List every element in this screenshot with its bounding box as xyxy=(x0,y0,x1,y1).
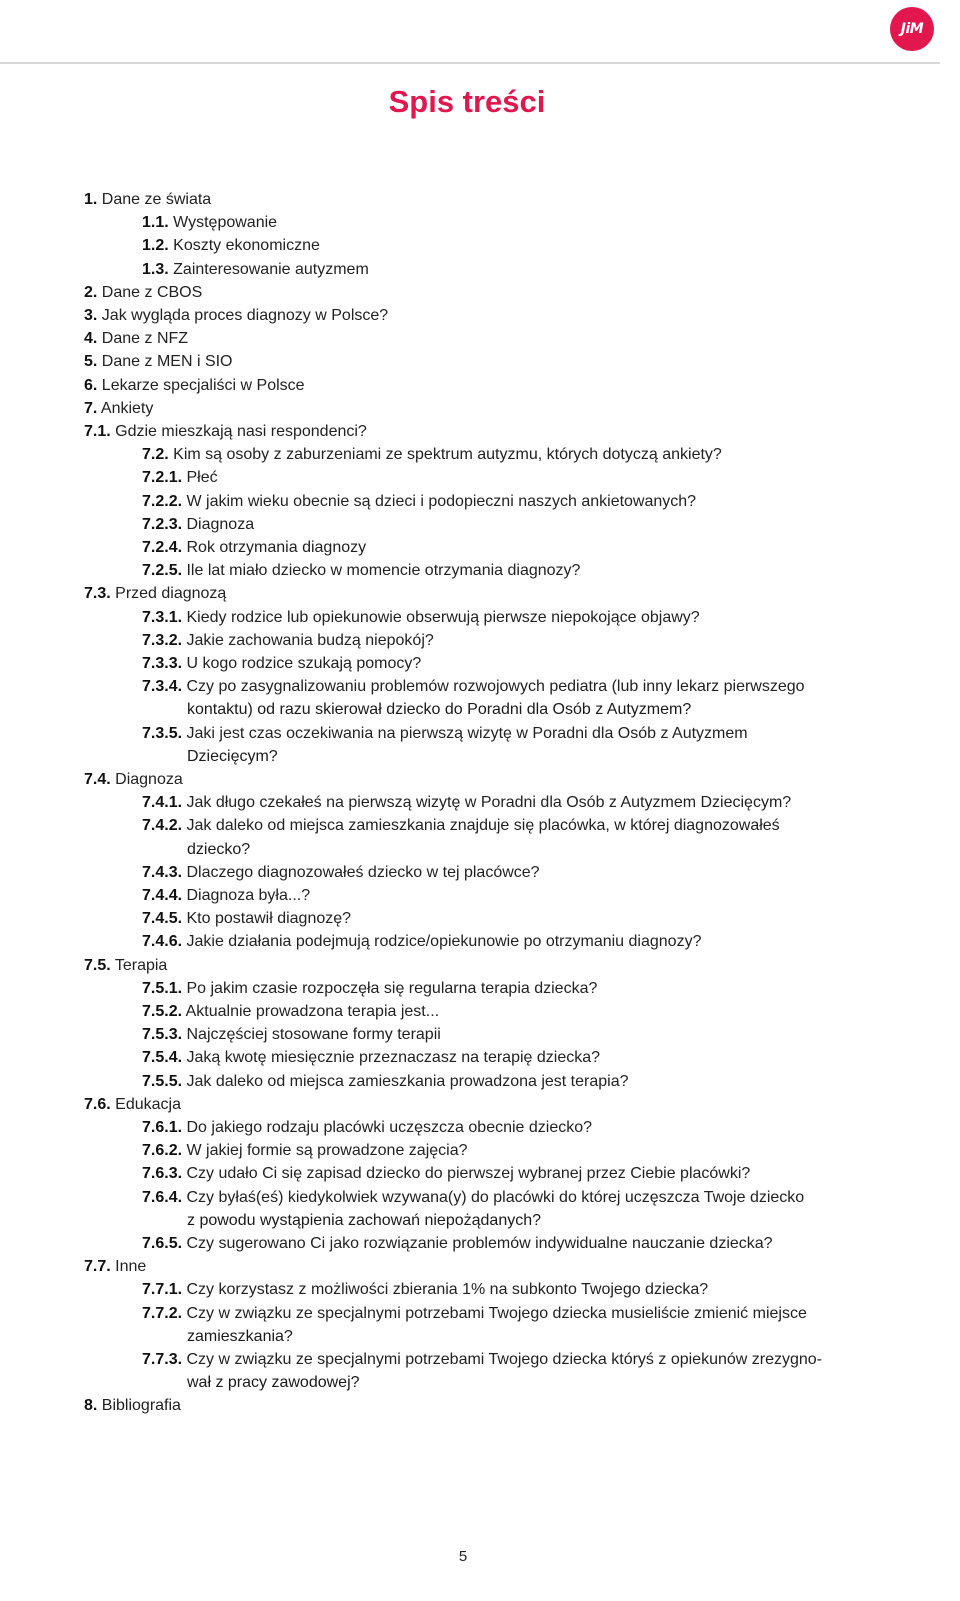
toc-entry-title: Zainteresowanie autyzmem xyxy=(173,260,369,278)
toc-entry-number: 7.5.4. xyxy=(142,1049,183,1067)
toc-entry-number: 7.3. xyxy=(84,585,111,603)
logo-badge: JiM xyxy=(890,7,934,51)
toc-entry-title: Jakie zachowania budzą niepokój? xyxy=(186,631,434,649)
toc-entry-number: 7.2.1. xyxy=(142,469,183,487)
toc-entry-title: W jakim wieku obecnie są dzieci i podopieczni naszych ankietowanych? xyxy=(186,492,697,510)
toc-entry-continuation: kontaktu) od razu skierował dziecko do Poradni dla Osób z Autyzmem? xyxy=(187,701,692,719)
toc-entry[interactable] xyxy=(84,768,183,791)
toc-entry-number: 6. xyxy=(84,376,98,394)
toc-entry[interactable] xyxy=(84,304,388,327)
toc-entry-title: Do jakiego rodzaju placówki uczęszcza obecnie dziecko? xyxy=(186,1119,593,1136)
toc-entry[interactable] xyxy=(142,1046,600,1069)
toc-entry[interactable] xyxy=(142,1278,708,1301)
toc-entry-title: Przed diagnozą xyxy=(115,585,227,603)
toc-entry[interactable] xyxy=(142,234,320,257)
toc-entry[interactable] xyxy=(142,884,310,907)
toc-entry[interactable] xyxy=(142,1000,439,1023)
toc-entry-title: Koszty ekonomiczne xyxy=(173,237,320,255)
toc-entry-number: 7.4.6. xyxy=(142,933,183,951)
toc-entry-title: Płeć xyxy=(186,469,218,487)
toc-entry-title: Jakie działania podejmują rodzice/opiekunowie po otrzymaniu diagnozy? xyxy=(186,933,702,951)
toc-entry[interactable] xyxy=(142,606,700,629)
toc-entry[interactable] xyxy=(142,466,218,489)
toc-entry-number: 1.2. xyxy=(142,237,169,255)
toc-entry-continuation: wał z pracy zawodowej? xyxy=(187,1374,360,1392)
toc-entry[interactable] xyxy=(84,954,167,977)
toc-entry-title: Jaki jest czas oczekiwania na pierwszą wizytę w Poradni dla Osób z Autyzmem xyxy=(186,724,748,742)
toc-entry-number: 7.5. xyxy=(84,956,111,974)
toc-entry-number: 7.6. xyxy=(84,1095,111,1113)
toc-entry-title: Rok otrzymania diagnozy xyxy=(186,539,367,556)
toc-entry-number: 4. xyxy=(84,330,98,348)
toc-entry-title: Diagnoza xyxy=(186,515,255,533)
toc-entry[interactable] xyxy=(142,490,696,513)
toc-entry-number: 7.2.4. xyxy=(142,539,183,556)
toc-entry-title: U kogo rodzice szukają pomocy? xyxy=(186,655,422,672)
toc-entry[interactable] xyxy=(84,582,226,605)
toc-entry-title: Czy udało Ci się zapisad dziecko do pierwszej wybranej przez Ciebie placówki? xyxy=(186,1165,751,1183)
toc-entry-title: Jak daleko od miejsca zamieszkania prowadzona jest terapia? xyxy=(186,1072,629,1090)
toc-entry[interactable] xyxy=(84,350,233,373)
toc-entry-title: Bibliografia xyxy=(101,1397,181,1415)
toc-entry-number: 7.5.1. xyxy=(142,979,183,997)
toc-entry-title: Aktualnie prowadzona terapia jest... xyxy=(185,1003,440,1020)
toc-entry[interactable] xyxy=(142,443,722,466)
toc-entry-title: Występowanie xyxy=(173,214,278,232)
toc-entry-number: 7.3.3. xyxy=(142,655,183,672)
toc-entry-title: W jakiej formie są prowadzone zajęcia? xyxy=(186,1142,468,1160)
toc-entry[interactable] xyxy=(142,652,421,675)
toc-entry[interactable] xyxy=(142,814,780,837)
toc-entry[interactable] xyxy=(142,629,434,652)
toc-entry-number: 7.4.2. xyxy=(142,817,183,835)
toc-entry[interactable] xyxy=(84,188,211,211)
toc-entry[interactable] xyxy=(142,536,366,559)
toc-entry[interactable] xyxy=(142,1186,804,1209)
toc-entry[interactable] xyxy=(142,1302,807,1325)
toc-entry[interactable] xyxy=(84,281,202,304)
toc-entry[interactable] xyxy=(142,211,277,234)
toc-entry[interactable] xyxy=(84,374,305,397)
toc-entry-number: 7.6.3. xyxy=(142,1165,183,1183)
toc-entry-title: Dane ze świata xyxy=(101,191,212,208)
toc-entry-number: 7.7.3. xyxy=(142,1351,183,1368)
toc-entry-number: 7.3.1. xyxy=(142,608,183,626)
toc-entry-title: Gdzie mieszkają nasi respondenci? xyxy=(115,423,367,440)
toc-entry-number: 7.7. xyxy=(84,1258,111,1276)
toc-entry[interactable] xyxy=(142,791,791,814)
toc-entry-continuation: Dziecięcym? xyxy=(187,747,278,765)
toc-entry-number: 7.3.5. xyxy=(142,724,183,742)
toc-entry-number: 7.4.4. xyxy=(142,887,183,904)
toc-entry-title: Czy byłaś(eś) kiedykolwiek wzywana(y) do placówki do której uczęszcza Twoje dziecko xyxy=(186,1188,805,1206)
toc-entry-continuation: dziecko? xyxy=(187,840,251,858)
toc-entry-title: Jak daleko od miejsca zamieszkania znajduje się placówka, w której diagnozowałeś xyxy=(186,817,780,835)
toc-entry-number: 7.6.2. xyxy=(142,1142,183,1160)
toc-entry-number: 5. xyxy=(84,353,98,371)
toc-entry-title: Czy w związku ze specjalnymi potrzebami Twojego dziecka musieliście zmienić miejsce xyxy=(186,1304,807,1322)
toc-entry-title: Diagnoza była...? xyxy=(186,887,311,904)
toc-entry-number: 7.1. xyxy=(84,423,111,440)
toc-entry[interactable] xyxy=(142,1162,750,1185)
toc-entry-title: Czy korzystasz z możliwości zbierania 1% na subkonto Twojego dziecka? xyxy=(186,1281,709,1299)
toc-entry-title: Po jakim czasie rozpoczęła się regularna terapia dziecka? xyxy=(186,979,598,997)
toc-entry-title: Jaką kwotę miesięcznie przeznaczasz na terapię dziecka? xyxy=(186,1049,601,1067)
header-rule xyxy=(0,62,940,64)
toc-entry[interactable] xyxy=(142,722,748,745)
toc-entry-title: Inne xyxy=(115,1258,147,1276)
toc-entry-number: 7.6.1. xyxy=(142,1119,183,1136)
toc-entry[interactable] xyxy=(142,1116,592,1139)
toc-entry-number: 7.2.3. xyxy=(142,515,183,533)
toc-entry-title: Czy po zasygnalizowaniu problemów rozwojowych pediatra (lub inny lekarz pierwszego xyxy=(186,678,805,696)
toc-entry-continuation: z powodu wystąpienia zachowań niepożądanych? xyxy=(187,1211,542,1229)
toc-entry[interactable] xyxy=(142,1070,629,1093)
toc-entry-number: 3. xyxy=(84,307,98,324)
toc-entry-title: Edukacja xyxy=(115,1095,181,1113)
toc-entry-number: 7.5.3. xyxy=(142,1026,183,1044)
toc-entry-number: 7.2. xyxy=(142,446,169,464)
toc-entry-number: 2. xyxy=(84,283,98,301)
toc-entry[interactable] xyxy=(142,675,805,698)
toc-entry-continuation: zamieszkania? xyxy=(187,1327,293,1345)
toc-entry[interactable] xyxy=(84,397,153,420)
toc-entry-title: Kiedy rodzice lub opiekunowie obserwują pierwsze niepokojące objawy? xyxy=(186,608,700,626)
toc-entry-number: 7.7.1. xyxy=(142,1281,183,1299)
toc-entry[interactable] xyxy=(84,420,367,443)
toc-entry[interactable] xyxy=(142,1348,822,1371)
toc-entry-title: Ankiety xyxy=(100,399,154,417)
toc-entry[interactable] xyxy=(142,1023,441,1046)
toc-entry[interactable] xyxy=(142,977,597,1000)
toc-entry-number: 7.4.1. xyxy=(142,794,183,812)
toc-entry-number: 7.6.4. xyxy=(142,1188,183,1206)
toc-entry-title: Czy sugerowano Ci jako rozwiązanie problemów indywidualne nauczanie dziecka? xyxy=(186,1235,773,1252)
toc-entry-title: Jak długo czekałeś na pierwszą wizytę w Poradni dla Osób z Autyzmem Dziecięcym? xyxy=(186,794,792,812)
toc-entry-number: 7.5.2. xyxy=(142,1003,183,1020)
toc-entry[interactable] xyxy=(84,1394,181,1417)
toc-entry-title: Kim są osoby z zaburzeniami ze spektrum autyzmu, których dotyczą ankiety? xyxy=(173,446,722,464)
toc-entry-number: 7.7.2. xyxy=(142,1304,183,1322)
toc-entry-number: 7.4. xyxy=(84,771,111,788)
toc-entry-number: 1. xyxy=(84,191,98,208)
toc-entry-title: Najczęściej stosowane formy terapii xyxy=(186,1026,441,1044)
toc-entry-title: Dane z NFZ xyxy=(101,330,189,348)
toc-entry[interactable] xyxy=(142,513,254,536)
toc-entry-number: 7.2.2. xyxy=(142,492,183,510)
toc-entry[interactable] xyxy=(142,1232,773,1255)
toc-entry-number: 7.3.2. xyxy=(142,631,183,649)
toc-entry[interactable] xyxy=(142,907,351,930)
toc-entry-title: Lekarze specjaliści w Polsce xyxy=(101,376,305,394)
toc-entry-title: Diagnoza xyxy=(115,771,183,788)
toc-entry[interactable] xyxy=(84,1255,146,1278)
toc-entry[interactable] xyxy=(84,327,188,350)
toc-entry-number: 7.3.4. xyxy=(142,678,183,696)
toc-entry-title: Terapia xyxy=(114,956,168,974)
toc-entry-number: 7. xyxy=(84,399,98,417)
toc-entry-number: 8. xyxy=(84,1397,98,1415)
toc-entry[interactable] xyxy=(142,1139,468,1162)
toc-entry-title: Ile lat miało dziecko w momencie otrzymania diagnozy? xyxy=(186,562,581,580)
toc-entry-number: 1.3. xyxy=(142,260,169,278)
toc-entry[interactable] xyxy=(84,1093,181,1116)
toc-entry[interactable] xyxy=(142,559,580,582)
toc-entry-number: 1.1. xyxy=(142,214,169,232)
toc-entry-title: Jak wygląda proces diagnozy w Polsce? xyxy=(101,307,389,324)
page-title: Spis treści xyxy=(388,84,546,119)
toc-entry[interactable] xyxy=(142,930,701,953)
toc-entry-title: Kto postawił diagnozę? xyxy=(186,910,352,928)
toc-entry-number: 7.6.5. xyxy=(142,1235,183,1252)
toc-entry-title: Dlaczego diagnozowałeś dziecko w tej placówce? xyxy=(186,863,540,881)
toc-entry-number: 7.2.5. xyxy=(142,562,183,580)
toc-entry[interactable] xyxy=(142,258,369,281)
toc-entry-title: Dane z MEN i SIO xyxy=(101,353,233,371)
toc-entry-title: Czy w związku ze specjalnymi potrzebami Twojego dziecka któryś z opiekunów zrezygno- xyxy=(186,1351,823,1368)
toc-entry-number: 7.5.5. xyxy=(142,1072,183,1090)
toc-entry-number: 7.4.3. xyxy=(142,863,183,881)
toc-entry-title: Dane z CBOS xyxy=(101,283,203,301)
toc-entry[interactable] xyxy=(142,861,540,884)
toc-entry-number: 7.4.5. xyxy=(142,910,183,928)
page-number: 5 xyxy=(458,1548,468,1565)
